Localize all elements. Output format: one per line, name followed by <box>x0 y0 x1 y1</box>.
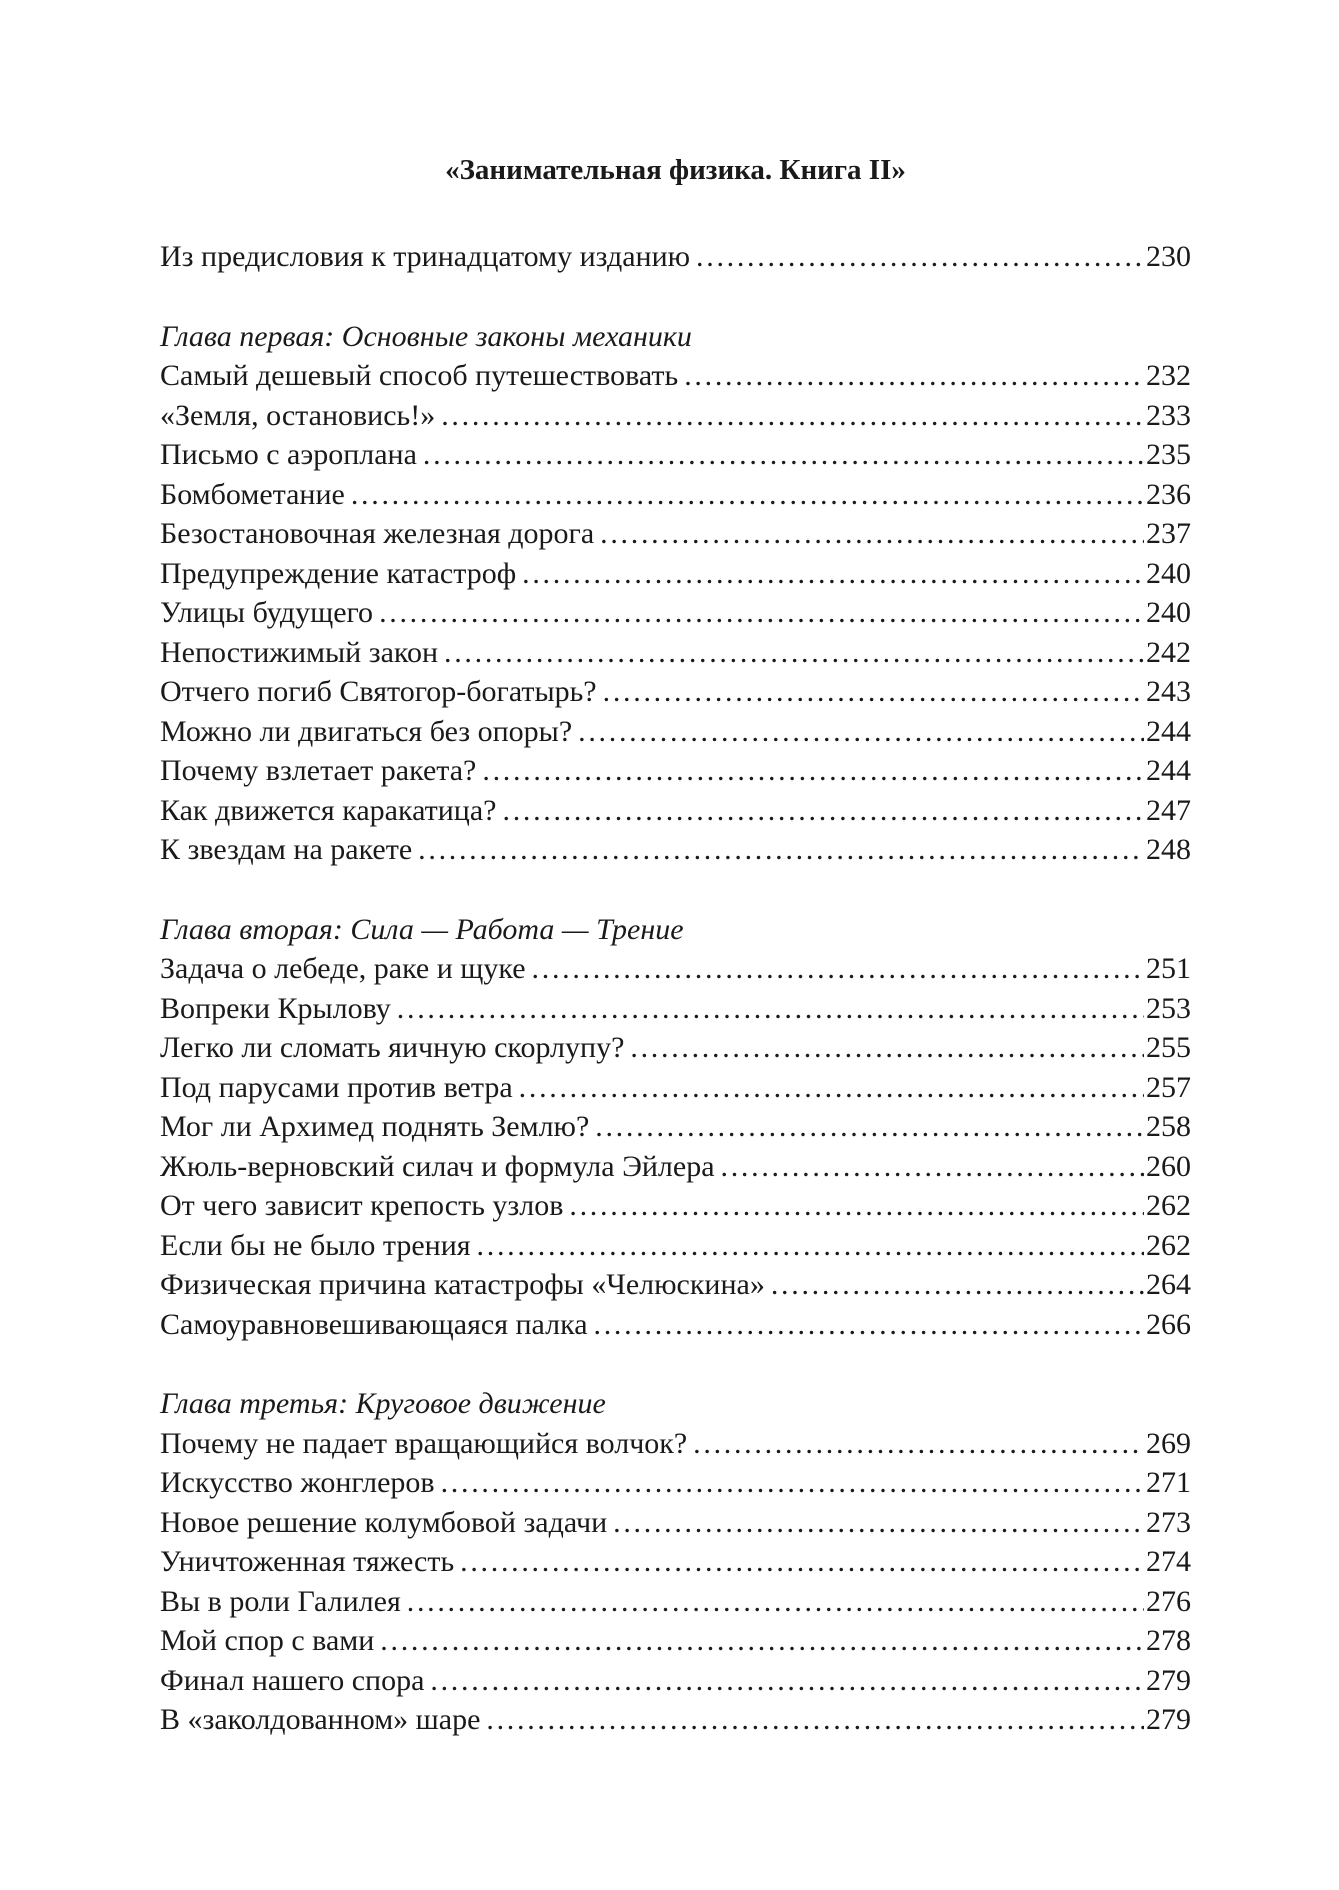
chapter-section <box>160 1384 1191 1740</box>
toc-entry-label: Улицы будущего <box>160 596 374 629</box>
toc-entry <box>160 1305 1191 1345</box>
toc-entry <box>160 1503 1191 1543</box>
toc-entry <box>160 1147 1191 1187</box>
toc-entry <box>160 356 1191 396</box>
toc-entry-page: 269 <box>1146 1426 1191 1460</box>
toc-entry-page: 279 <box>1146 1703 1191 1736</box>
toc-entry-label: Непостижимый закон <box>160 635 439 669</box>
dot-leader <box>379 593 1144 633</box>
toc-entry-page: 266 <box>1146 1307 1191 1341</box>
toc-entry-page: 251 <box>1146 952 1191 985</box>
toc-entry <box>160 751 1191 791</box>
toc-entry <box>160 1028 1191 1068</box>
dot-leader <box>569 1186 1144 1226</box>
toc-entry-page: 237 <box>1146 517 1191 550</box>
toc-entry-label: Мог ли Архимед поднять Землю? <box>160 1110 590 1143</box>
toc-entry-label: Как движется каракатица? <box>160 793 497 827</box>
dot-leader <box>460 1542 1144 1582</box>
toc-entry-label: Вопреки Крылову <box>160 991 391 1025</box>
toc-entry-label: Уничтоженная тяжесть <box>160 1545 455 1578</box>
toc-entry <box>160 1226 1191 1266</box>
toc-entry-page: 276 <box>1146 1584 1191 1618</box>
toc-entry-label: Самоуравновешивающаяся палка <box>160 1307 588 1341</box>
toc-entry-page: 262 <box>1146 1189 1191 1222</box>
toc-entry-label: «Земля, остановись!» <box>160 398 436 432</box>
chapters-container <box>160 317 1191 1740</box>
toc-entry-page: 271 <box>1146 1466 1191 1499</box>
toc-entry <box>160 1582 1191 1622</box>
toc-entry <box>160 593 1191 633</box>
dot-leader <box>519 1068 1144 1108</box>
toc-entry-label: Мой спор с вами <box>160 1624 375 1657</box>
toc-entry <box>160 396 1191 436</box>
toc-entry <box>160 475 1191 515</box>
toc-entry-page: 248 <box>1146 833 1191 866</box>
toc-entry-page: 262 <box>1146 1228 1191 1262</box>
dot-leader <box>613 1503 1144 1543</box>
toc-entry-page: 243 <box>1146 675 1191 708</box>
toc-entry-label: Физическая причина катастрофы «Челюскина» <box>160 1268 765 1301</box>
toc-entry-page: 235 <box>1146 438 1191 471</box>
toc-entry-label: Безостановочная железная дорога <box>160 517 595 550</box>
toc-entry-page: 244 <box>1146 754 1191 787</box>
dot-leader <box>721 1147 1144 1187</box>
toc-entry <box>160 1463 1191 1503</box>
toc-entry-label: Письмо с аэроплана <box>160 438 417 471</box>
chapter-title: Глава первая: Основные законы механики <box>160 319 692 353</box>
dot-leader <box>407 1582 1144 1622</box>
dot-leader <box>503 791 1145 831</box>
toc-entry <box>160 633 1191 673</box>
toc-entry-label: Можно ли двигаться без опоры? <box>160 714 573 748</box>
dot-leader <box>423 435 1144 475</box>
toc-entry-label: К звездам на ракете <box>160 833 413 866</box>
toc-entry <box>160 1661 1191 1701</box>
toc-entry-page: 244 <box>1146 714 1191 748</box>
toc-entry-page: 257 <box>1146 1070 1191 1104</box>
book-title: «Занимательная физика. Книга II» <box>445 154 906 186</box>
dot-leader <box>594 1305 1144 1345</box>
dot-leader <box>522 554 1144 594</box>
dot-leader <box>595 1107 1144 1147</box>
dot-leader <box>441 396 1144 436</box>
toc-entry <box>160 949 1191 989</box>
toc-entry-intro <box>160 237 1191 277</box>
dot-leader <box>418 830 1144 870</box>
toc-entry-page: 240 <box>1146 596 1191 629</box>
toc-entry-page: 260 <box>1146 1149 1191 1183</box>
dot-leader <box>532 949 1144 989</box>
chapter-title: Глава третья: Круговое движение <box>160 1387 606 1420</box>
toc-entry-page: 236 <box>1146 477 1191 511</box>
toc-entry-label: Если бы не было трения <box>160 1228 471 1262</box>
toc-entry-label: Почему не падает вращающийся волчок? <box>160 1426 688 1460</box>
toc-entry-label: Вы в роли Галилея <box>160 1584 401 1618</box>
dot-leader <box>684 356 1144 396</box>
toc-entry-label: Жюль-верновский силач и формула Эйлера <box>160 1149 715 1183</box>
toc-entry-page: 232 <box>1146 359 1191 392</box>
dot-leader <box>380 1621 1144 1661</box>
toc-entry-label: Легко ли сломать яичную скорлупу? <box>160 1031 625 1064</box>
toc-entry <box>160 435 1191 475</box>
toc-entry-page: 264 <box>1146 1268 1191 1301</box>
toc-entry <box>160 791 1191 831</box>
toc-entry <box>160 514 1191 554</box>
toc-entry-label: В «заколдованном» шаре <box>160 1703 481 1736</box>
dot-leader <box>603 672 1144 712</box>
toc-entry-label: Почему взлетает ракета? <box>160 754 477 787</box>
dot-leader <box>578 712 1144 752</box>
toc-entry-label: От чего зависит крепость узлов <box>160 1189 564 1222</box>
toc-entry-label: Отчего погиб Святогор-богатырь? <box>160 675 597 708</box>
toc-entry <box>160 1424 1191 1464</box>
dot-leader <box>771 1265 1144 1305</box>
dot-leader <box>397 989 1144 1029</box>
toc-entry-label: Под парусами против ветра <box>160 1070 513 1104</box>
toc-entry <box>160 1068 1191 1108</box>
toc-entry <box>160 672 1191 712</box>
toc-entry-page: 279 <box>1146 1663 1191 1697</box>
toc-entry <box>160 1107 1191 1147</box>
toc-entry <box>160 1542 1191 1582</box>
toc-entry-page: 273 <box>1146 1505 1191 1539</box>
toc-entry <box>160 830 1191 870</box>
toc-entry-page: 240 <box>1146 556 1191 590</box>
toc-entry <box>160 1700 1191 1740</box>
chapter-section <box>160 910 1191 1345</box>
toc-entry <box>160 989 1191 1029</box>
toc-entry-label: Новое решение колумбовой задачи <box>160 1505 608 1539</box>
toc-entry-page: 247 <box>1146 793 1191 827</box>
toc-entry <box>160 712 1191 752</box>
toc-entry-label: Искусство жонглеров <box>160 1466 435 1499</box>
toc-entry <box>160 554 1191 594</box>
chapter-section <box>160 317 1191 870</box>
chapter-title: Глава вторая: Сила — Работа — Трение <box>160 912 684 946</box>
toc-entry <box>160 1265 1191 1305</box>
toc-page <box>160 150 1191 1740</box>
toc-entry-page: 242 <box>1146 635 1191 669</box>
dot-leader <box>600 514 1144 554</box>
toc-entry-label: Из предисловия к тринадцатому изданию <box>160 240 691 273</box>
dot-leader <box>351 475 1144 515</box>
toc-entry-page: 258 <box>1146 1110 1191 1143</box>
toc-entry-page: 253 <box>1146 991 1191 1025</box>
dot-leader <box>482 751 1144 791</box>
toc-entry <box>160 1621 1191 1661</box>
dot-leader <box>693 1424 1144 1464</box>
toc-entry-label: Финал нашего спора <box>160 1663 425 1697</box>
dot-leader <box>430 1661 1144 1701</box>
toc-entry-page: 274 <box>1146 1545 1191 1578</box>
dot-leader <box>441 1463 1144 1503</box>
dot-leader <box>486 1700 1144 1740</box>
dot-leader <box>630 1028 1144 1068</box>
toc-entry-label: Задача о лебеде, раке и щуке <box>160 952 526 985</box>
toc-entry-label: Предупреждение катастроф <box>160 556 517 590</box>
toc-entry-page: 278 <box>1146 1624 1191 1657</box>
dot-leader <box>696 237 1144 277</box>
toc-entry-page: 255 <box>1146 1031 1191 1064</box>
toc-entry-label: Самый дешевый способ путешествовать <box>160 359 679 392</box>
toc-entry-page: 233 <box>1146 398 1191 432</box>
toc-entry-label: Бомбометание <box>160 477 345 511</box>
dot-leader <box>444 633 1144 673</box>
toc-entry <box>160 1186 1191 1226</box>
dot-leader <box>477 1226 1144 1266</box>
toc-entry-page: 230 <box>1146 240 1191 273</box>
